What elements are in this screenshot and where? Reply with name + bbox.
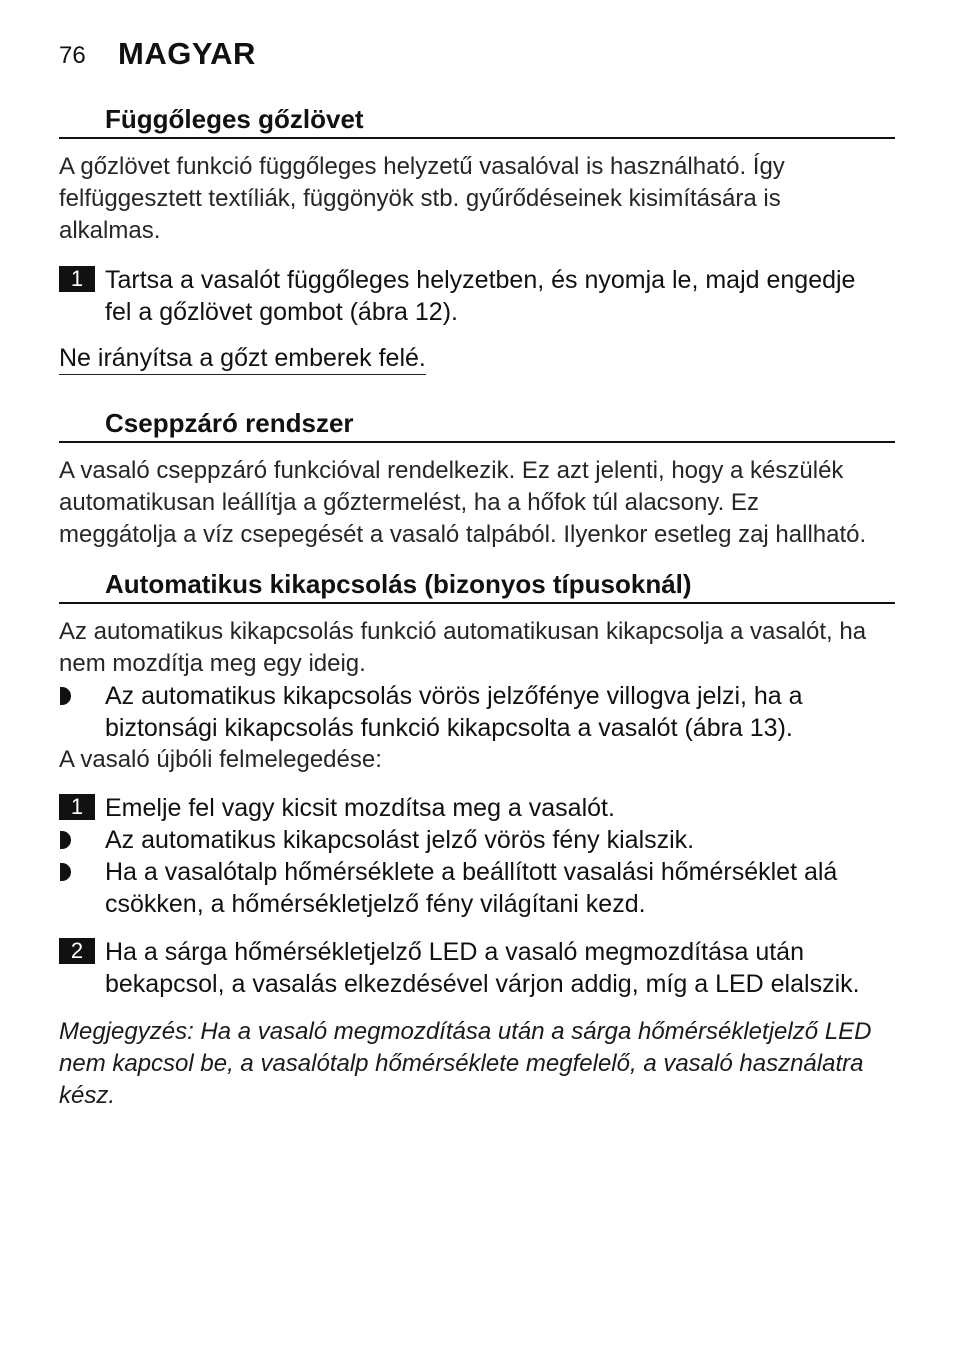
paragraph-line: A vasaló cseppzáró funkcióval rendelkezik. Ez azt jelenti, hogy a készülék bbox=[59, 457, 844, 484]
paragraph-line: nem mozdítja meg egy ideig. bbox=[59, 650, 366, 677]
warning-text: Ne irányítsa a gőzt emberek felé. bbox=[59, 342, 426, 375]
step-line: Ha a sárga hőmérsékletjelző LED a vasaló megmozdítása után bbox=[105, 938, 804, 966]
language-title: MAGYAR bbox=[118, 36, 256, 71]
paragraph-line: automatikusan leállítja a gőztermelést, ha a hőfok túl alacsony. Ez bbox=[59, 489, 759, 516]
section-heading-steam-burst: Függőleges gőzlövet bbox=[105, 104, 364, 134]
bullet-line: Ha a vasalótalp hőmérséklete a beállított vasalási hőmérséklet alá bbox=[105, 858, 838, 886]
step-number-badge: 1 bbox=[59, 794, 95, 820]
bullet-line: biztonsági kikapcsolás funkció kikapcsolta a vasalót (ábra 13). bbox=[105, 714, 793, 742]
section-heading-auto-off: Automatikus kikapcsolás (bizonyos típusoknál) bbox=[105, 569, 692, 599]
bullet-text: Az automatikus kikapcsolást jelző vörös fény kialszik. bbox=[105, 826, 695, 854]
section-rule bbox=[59, 441, 895, 443]
section-heading-drip-stop: Cseppzáró rendszer bbox=[105, 408, 354, 438]
bullet-text bbox=[105, 856, 837, 920]
bullet-icon bbox=[60, 863, 71, 881]
note-line: nem kapcsol be, a vasalótalp hőmérséklete megfelelő, a vasaló használatra bbox=[59, 1050, 864, 1077]
step-line: Tartsa a vasalót függőleges helyzetben, és nyomja le, majd engedje bbox=[105, 266, 856, 294]
note-line: kész. bbox=[59, 1082, 116, 1109]
step-text: Emelje fel vagy kicsit mozdítsa meg a vasalót. bbox=[105, 794, 615, 822]
paragraph-line: Az automatikus kikapcsolás funkció automatikusan kikapcsolja a vasalót, ha bbox=[59, 618, 867, 645]
step-text bbox=[105, 264, 855, 328]
step-line: fel a gőzlövet gombot (ábra 12). bbox=[105, 298, 458, 326]
step-number-badge: 2 bbox=[59, 938, 95, 964]
warning bbox=[59, 342, 426, 375]
page-number: 76 bbox=[59, 42, 86, 69]
step-line: bekapcsol, a vasalás elkezdésével várjon addig, míg a LED elalszik. bbox=[105, 970, 860, 998]
step-text bbox=[105, 936, 860, 1000]
note-line: Megjegyzés: Ha a vasaló megmozdítása után a sárga hőmérsékletjelző LED bbox=[59, 1018, 872, 1045]
section-rule bbox=[59, 602, 895, 604]
auto-off-intro bbox=[59, 616, 866, 680]
bullet-line: csökken, a hőmérsékletjelző fény világítani kezd. bbox=[105, 890, 646, 918]
bullet-icon bbox=[60, 831, 71, 849]
reheat-label: A vasaló újbóli felmelegedése: bbox=[59, 746, 382, 773]
paragraph-line: alkalmas. bbox=[59, 217, 161, 244]
drip-stop-text bbox=[59, 455, 866, 551]
bullet-icon bbox=[60, 687, 71, 705]
paragraph-line: A gőzlövet funkció függőleges helyzetű vasalóval is használható. Így bbox=[59, 153, 785, 180]
bullet-line: Az automatikus kikapcsolás vörös jelzőfénye villogva jelzi, ha a bbox=[105, 682, 803, 710]
paragraph-line: meggátolja a víz csepegését a vasaló talpából. Ilyenkor esetleg zaj hallható. bbox=[59, 521, 867, 548]
note bbox=[59, 1016, 871, 1112]
steam-burst-intro bbox=[59, 151, 785, 247]
step-number-badge: 1 bbox=[59, 266, 95, 292]
paragraph-line: felfüggesztett textíliák, függönyök stb. gyűrődéseinek kisimítására is bbox=[59, 185, 781, 212]
section-rule bbox=[59, 137, 895, 139]
bullet-text bbox=[105, 680, 803, 744]
